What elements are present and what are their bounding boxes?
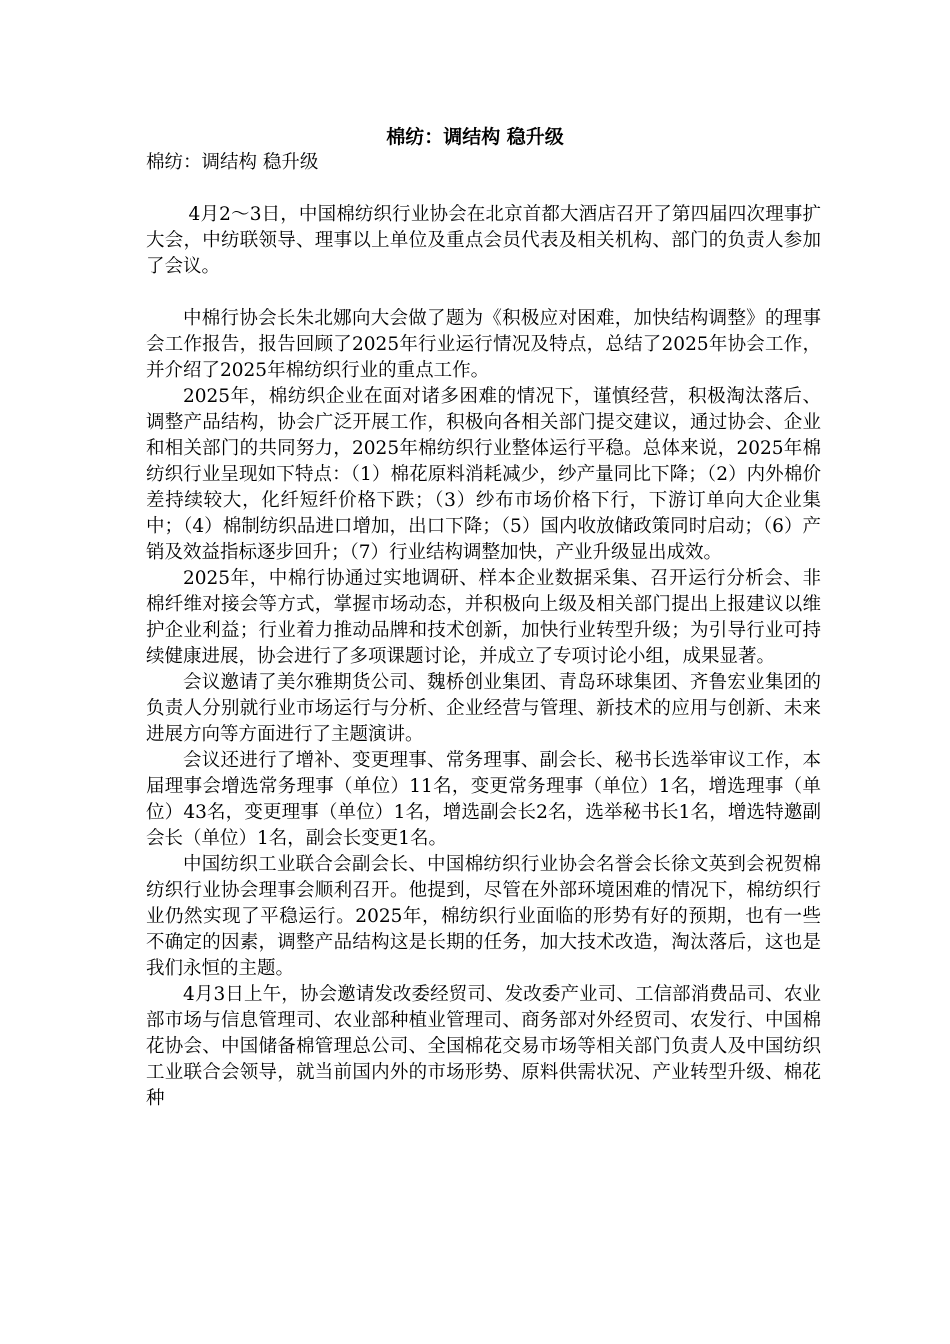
paragraph-8: 4月3日上午，协会邀请发改委经贸司、发改委产业司、工信部消费品司、农业部市场与信息管理司、农业部种植业管理司、商务部对外经贸司、农发行、中国棉花协会、中国储备棉管理总公司、全国棉花交易市场等相关部门负责人及中国纺织工业联合会领导，就当前国内外的市场形势、原料供需状况、产业转型升级、棉花种 bbox=[146, 984, 821, 1109]
paragraph-5: 会议邀请了美尔雅期货公司、魏桥创业集团、青岛环球集团、齐鲁宏业集团的负责人分别就行业市场运行与分析、企业经营与管理、新技术的应用与创新、未来进展方向等方面进行了主题演讲。 bbox=[146, 672, 821, 745]
document-subtitle: 棉纺：调结构 稳升级 bbox=[146, 152, 319, 173]
document-body bbox=[146, 202, 821, 1112]
paragraph-2: 中棉行协会长朱北娜向大会做了题为《积极应对困难，加快结构调整》的理事会工作报告，报告回顾了2025年行业运行情况及特点，总结了2025年协会工作，并介绍了2025年棉纺织行业的重点工作。 bbox=[146, 308, 821, 381]
document-title: 棉纺：调结构 稳升级 bbox=[386, 126, 564, 148]
paragraph-3: 2025年，棉纺织企业在面对诸多困难的情况下，谨慎经营，积极淘汰落后、调整产品结构，协会广泛开展工作，积极向各相关部门提交建议，通过协会、企业和相关部门的共同努力，2025年棉纺织行业整体运行平稳。总体来说，2025年棉纺织行业呈现如下特点：（1）棉花原料消耗减少，纱产量同比下降；（2）内外棉价差持续较大，化纤短纤价格下跌；（3）纱布市场价格下行，下游订单向大企业集中；（4）棉制纺织品进口增加，出口下降；（5）国内收放储政策同时启动；（6）产销及效益指标逐步回升；（7）行业结构调整加快，产业升级显出成效。 bbox=[146, 386, 821, 563]
paragraph-1: 4月2～3日，中国棉纺织行业协会在北京首都大酒店召开了第四届四次理事扩大会，中纺联领导、理事以上单位及重点会员代表及相关机构、部门的负责人参加了会议。 bbox=[146, 204, 821, 277]
paragraph-7: 中国纺织工业联合会副会长、中国棉纺织行业协会名誉会长徐文英到会祝贺棉纺织行业协会理事会顺利召开。他提到，尽管在外部环境困难的情况下，棉纺织行业仍然实现了平稳运行。2025年，棉纺织行业面临的形势有好的预期，也有一些不确定的因素，调整产品结构这是长期的任务，加大技术改造，淘汰落后，这也是我们永恒的主题。 bbox=[146, 854, 821, 979]
paragraph-spacer bbox=[146, 280, 821, 306]
paragraph-6: 会议还进行了增补、变更理事、常务理事、副会长、秘书长选举审议工作，本届理事会增选常务理事（单位）11名，变更常务理事（单位）1名，增选理事（单位）43名，变更理事（单位）1名，增选副会长2名，选举秘书长1名，增选特邀副会长（单位）1名，副会长变更1名。 bbox=[146, 750, 821, 849]
paragraph-4: 2025年，中棉行协通过实地调研、样本企业数据采集、召开运行分析会、非棉纤维对接会等方式，掌握市场动态，并积极向上级及相关部门提出上报建议以维护企业利益；行业着力推动品牌和技术创新，加快行业转型升级；为引导行业可持续健康进展，协会进行了多项课题讨论，并成立了专项讨论小组，成果显著。 bbox=[146, 568, 821, 667]
